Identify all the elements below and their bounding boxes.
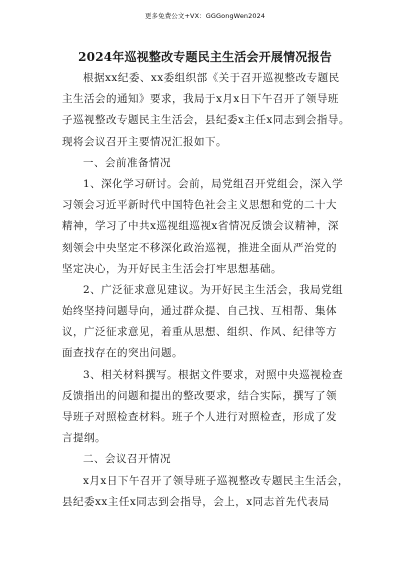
paragraph-line: 现将会议召开主要情况汇报如下。 <box>62 135 227 148</box>
page-header: 更多免费公文+VX：GGGongWen2024 <box>144 12 266 20</box>
paragraph-line: 言提纲。 <box>62 432 106 445</box>
paragraph-line: x月x日下午召开了领导班子巡视整改专题民主生活会， <box>83 474 349 487</box>
paragraph-line: 精神，学习了中共x巡视组巡视x省情况反馈会议精神，深 <box>62 220 339 233</box>
paragraph-line: 根据xx纪委、xx委组织部《关于召开巡视整改专题民 <box>83 72 340 84</box>
paragraph-line: 面查找存在的突出问题。 <box>62 347 183 360</box>
paragraph-line: 子巡视整改专题民主生活会，县纪委x主任x同志到会指导。 <box>62 114 350 127</box>
section-heading: 一、会前准备情况 <box>83 156 171 169</box>
paragraph-line: 议，广泛征求意见，着重从思想、组织、作风、纪律等方 <box>62 326 337 339</box>
paragraph-line: 刻领会中央坚定不移深化政治巡视，推进全面从严治党的 <box>62 241 337 254</box>
paragraph-line: 1、深化学习研讨。会前，局党组召开党组会，深入学 <box>83 177 344 190</box>
document-body <box>62 68 354 513</box>
paragraph-line: 主生活会的通知》要求，我局于x月x日下午召开了领导班 <box>62 93 339 106</box>
paragraph-line: 反馈指出的问题和提出的整改要求，结合实际，撰写了领 <box>62 389 337 402</box>
paragraph-line: 始终坚持问题导向，通过群众提、自己找、互相帮、集体 <box>62 305 337 318</box>
section-heading: 二、会议召开情况 <box>83 453 171 466</box>
paragraph-line: 导班子对照检查材料。班子个人进行对照检查，形成了发 <box>62 411 337 423</box>
paragraph-line: 习领会习近平新时代中国特色社会主义思想和党的二十大 <box>62 199 337 212</box>
paragraph-line: 3、相关材料撰写。根据文件要求，对照中央巡视检查 <box>83 368 344 381</box>
paragraph-line: 2、广泛征求意见建议。为开好民主生活会，我局党组 <box>83 283 344 296</box>
document-title: 2024年巡视整改专题民主生活会开展情况报告 <box>78 50 332 64</box>
paragraph-line: 县纪委xx主任x同志到会指导，会上，x同志首先代表局 <box>62 495 330 508</box>
paragraph-line: 坚定决心，为开好民主生活会打牢思想基础。 <box>62 262 282 275</box>
